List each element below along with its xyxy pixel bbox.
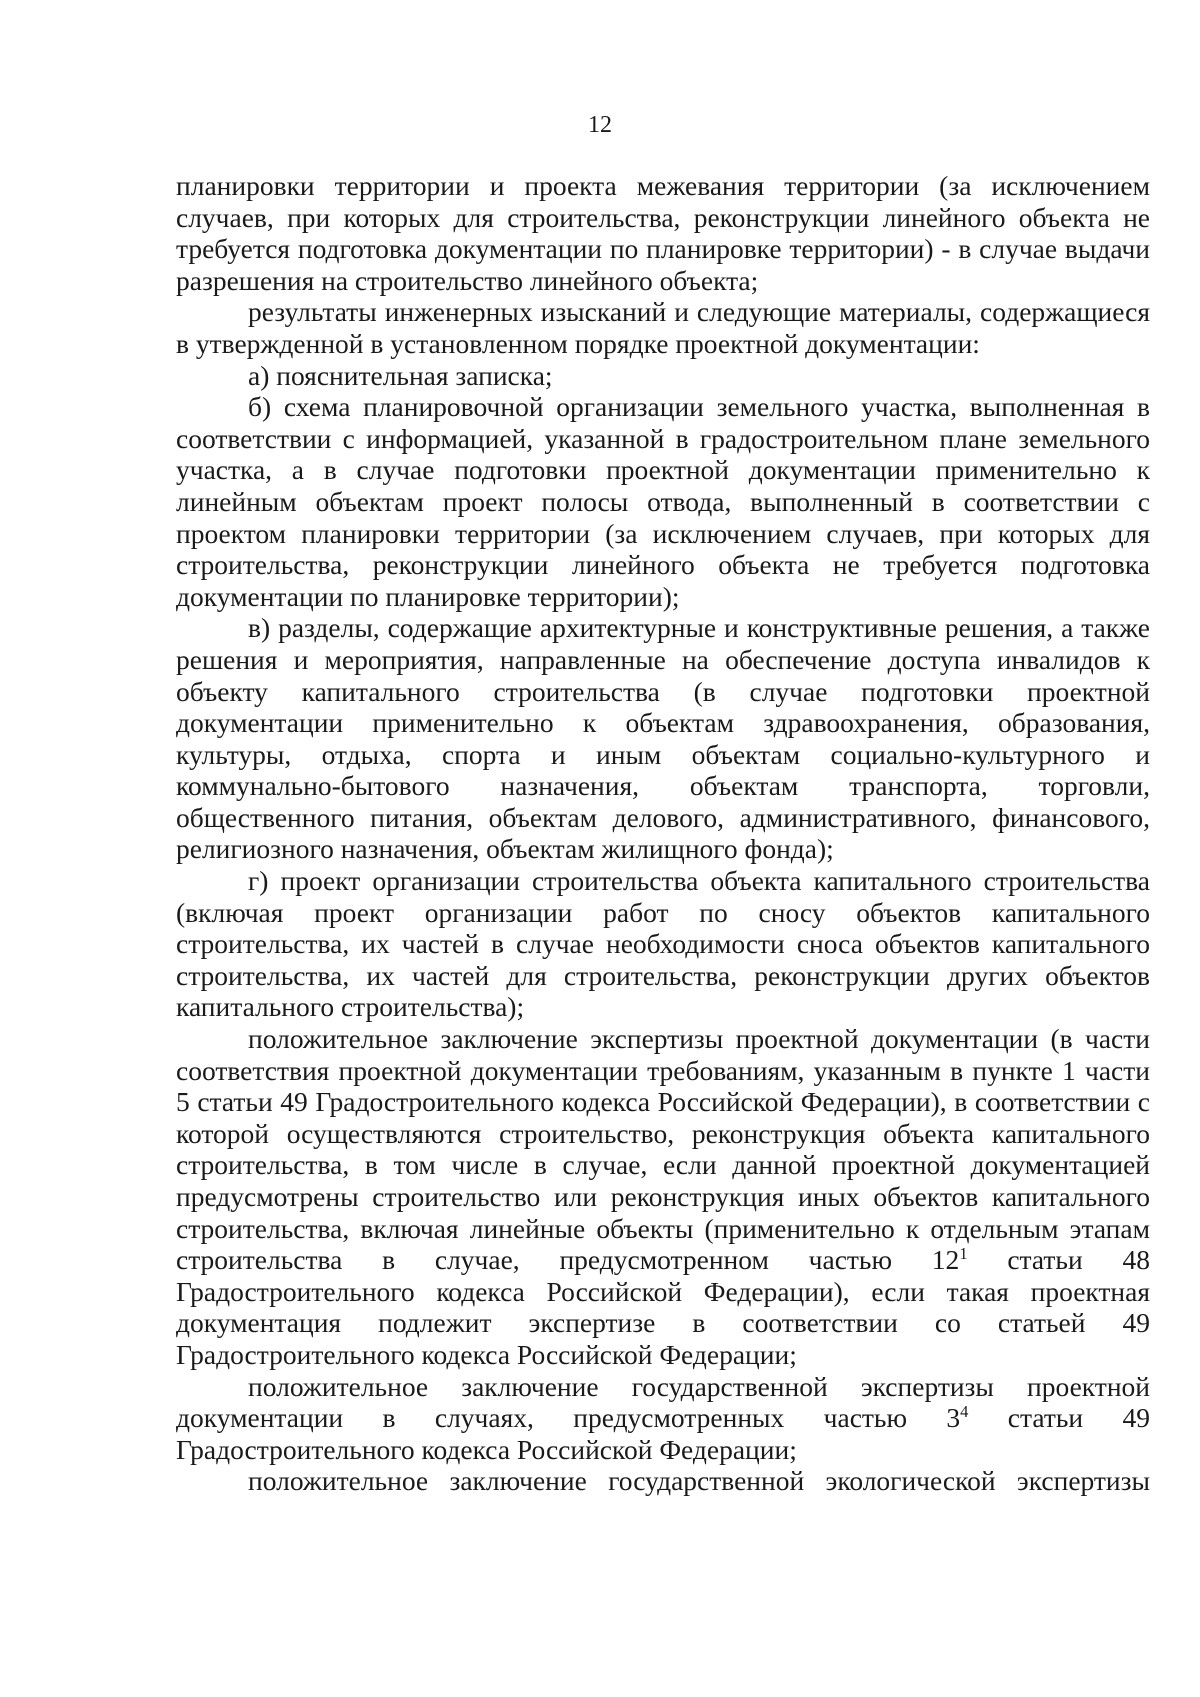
page-number: 12	[588, 112, 612, 138]
text-segment: статьи 49 Градостроительного кодекса Российской Федерации;	[176, 1402, 1150, 1465]
superscript: 4	[960, 1402, 969, 1422]
text-segment: положительное заключение экспертизы проектной документации (в части соответствия проектной документации требованиям, указанным в пункте 1 части 5 статьи 49 Градостроительного кодекса Российской Федерации), в соответствии с которой осуществляются строительство, реконструкция объекта капитального строительства, в том числе в случае, если данной проектной документацией предусмотрены строительство или реконструкция иных объектов капитального строительства, включая линейные объекты (применительно к отдельным этапам строительства в случае, предусмотренном частью 12	[176, 1023, 1150, 1276]
paragraph-item-g: г) проект организации строительства объекта капитального строительства (включая проект организации работ по сносу объектов капитального строительства, их частей в случае необходимости сноса объектов капитального строительства, их частей для строительства, реконструкции других объектов капитального строительства);	[176, 865, 1150, 1023]
text-segment: положительное заключение государственной экспертизы проектной документации в случаях, предусмотренных частью 3	[176, 1370, 1150, 1434]
paragraph-item-a: а) пояснительная записка;	[248, 359, 553, 391]
paragraph-item-b: б) схема планировочной организации земельного участка, выполненная в соответствии с информацией, указанной в градостроительном плане земельного участка, а в случае подготовки проектной документации применительно к линейным объектам проект полосы отвода, выполненный в соответствии с проектом планировки территории (за исключением случаев, при которых для строительства, реконструкции линейного объекта не требуется подготовка документации по планировке территории);	[176, 391, 1150, 612]
text-segment: статьи 48 Градостроительного кодекса Российской Федерации), если такая проектная документация подлежит экспертизе в соответствии со статьей 49 Градостроительного кодекса Российской Федерации;	[176, 1244, 1150, 1370]
paragraph-continuation: планировки территории и проекта межевания территории (за исключением случаев, при которых для строительства, реконструкции линейного объекта не требуется подготовка документации по планировке территории) - в случае выдачи разрешения на строительство линейного объекта;	[176, 170, 1150, 296]
superscript: 1	[959, 1244, 968, 1264]
paragraph-survey-results: результаты инженерных изысканий и следующие материалы, содержащиеся в утвержденной в установленном порядке проектной документации:	[176, 296, 1150, 359]
paragraph-item-v: в) разделы, содержащие архитектурные и конструктивные решения, а также решения и мероприятия, направленные на обеспечение доступа инвалидов к объекту капитального строительства (в случае подготовки проектной документации применительно к объектам здравоохранения, образования, культуры, отдыха, спорта и иным объектам социально-культурного и коммунально-бытового назначения, объектам транспорта, торговли, общественного питания, объектам делового, административного, финансового, религиозного назначения, объектам жилищного фонда);	[176, 612, 1150, 865]
paragraph-expertise-conclusion	[176, 1023, 1150, 1371]
document-body	[176, 170, 1150, 1497]
paragraph-ecological-expertise: положительное заключение государственной экологической экспертизы	[248, 1465, 1150, 1497]
paragraph-state-expertise	[176, 1371, 1150, 1466]
